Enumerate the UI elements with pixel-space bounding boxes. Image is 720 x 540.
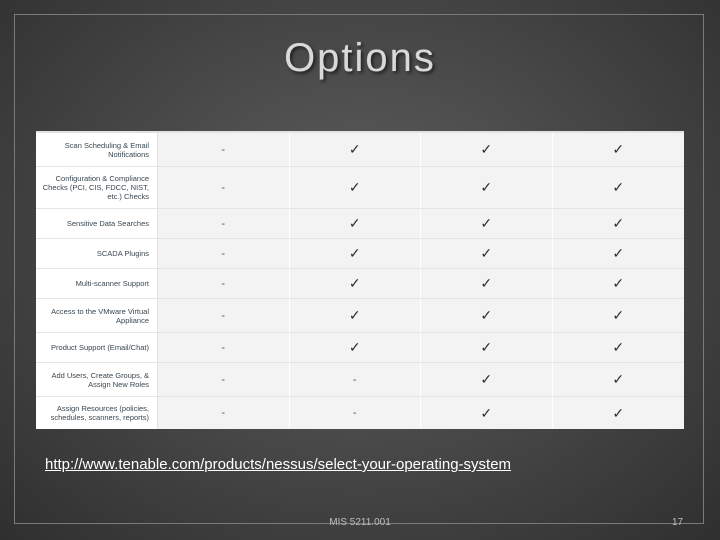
feature-label: Product Support (Email/Chat) [36,333,158,362]
checkmark-icon: ✓ [421,397,553,429]
checkmark-icon: ✓ [553,363,685,396]
table-row [36,299,684,333]
dash-mark: - [158,133,290,166]
dash-mark: - [290,363,422,396]
table-row [36,209,684,239]
table-row [36,239,684,269]
checkmark-icon: ✓ [290,133,422,166]
checkmark-icon: ✓ [553,333,685,362]
checkmark-icon: ✓ [553,397,685,429]
slide-title: Options [284,36,436,80]
features-table [36,131,684,429]
table-row [36,269,684,299]
dash-mark: - [158,397,290,429]
checkmark-icon: ✓ [553,299,685,332]
dash-mark: - [158,363,290,396]
feature-label: SCADA Plugins [36,239,158,268]
table-row [36,167,684,209]
footer-page-number: 17 [672,517,684,528]
feature-label: Sensitive Data Searches [36,209,158,238]
feature-label: Assign Resources (policies, schedules, scanners, reports) [36,397,158,429]
table-row [36,333,684,363]
checkmark-icon: ✓ [290,209,422,238]
feature-label: Scan Scheduling & Email Notifications [36,133,158,166]
feature-label: Add Users, Create Groups, & Assign New Roles [36,363,158,396]
dash-mark: - [290,397,422,429]
checkmark-icon: ✓ [421,167,553,208]
checkmark-icon: ✓ [421,269,553,298]
checkmark-icon: ✓ [290,167,422,208]
checkmark-icon: ✓ [421,133,553,166]
feature-label: Access to the VMware Virtual Appliance [36,299,158,332]
table-row [36,133,684,167]
checkmark-icon: ✓ [421,239,553,268]
dash-mark: - [158,299,290,332]
table-row [36,363,684,397]
dash-mark: - [158,269,290,298]
checkmark-icon: ✓ [553,133,685,166]
checkmark-icon: ✓ [290,239,422,268]
checkmark-icon: ✓ [553,269,685,298]
checkmark-icon: ✓ [290,299,422,332]
dash-mark: - [158,333,290,362]
checkmark-icon: ✓ [421,333,553,362]
checkmark-icon: ✓ [553,209,685,238]
checkmark-icon: ✓ [553,239,685,268]
checkmark-icon: ✓ [421,299,553,332]
checkmark-icon: ✓ [290,333,422,362]
dash-mark: - [158,167,290,208]
checkmark-icon: ✓ [553,167,685,208]
checkmark-icon: ✓ [290,269,422,298]
tenable-link[interactable]: http://www.tenable.com/products/nessus/select-your-operating-system [45,456,512,473]
table-row [36,397,684,429]
dash-mark: - [158,209,290,238]
feature-label: Configuration & Compliance Checks (PCI, CIS, FDCC, NIST, etc.) Checks [36,167,158,208]
checkmark-icon: ✓ [421,209,553,238]
dash-mark: - [158,239,290,268]
feature-label: Multi-scanner Support [36,269,158,298]
footer-course: MIS 5211.001 [329,517,391,528]
checkmark-icon: ✓ [421,363,553,396]
